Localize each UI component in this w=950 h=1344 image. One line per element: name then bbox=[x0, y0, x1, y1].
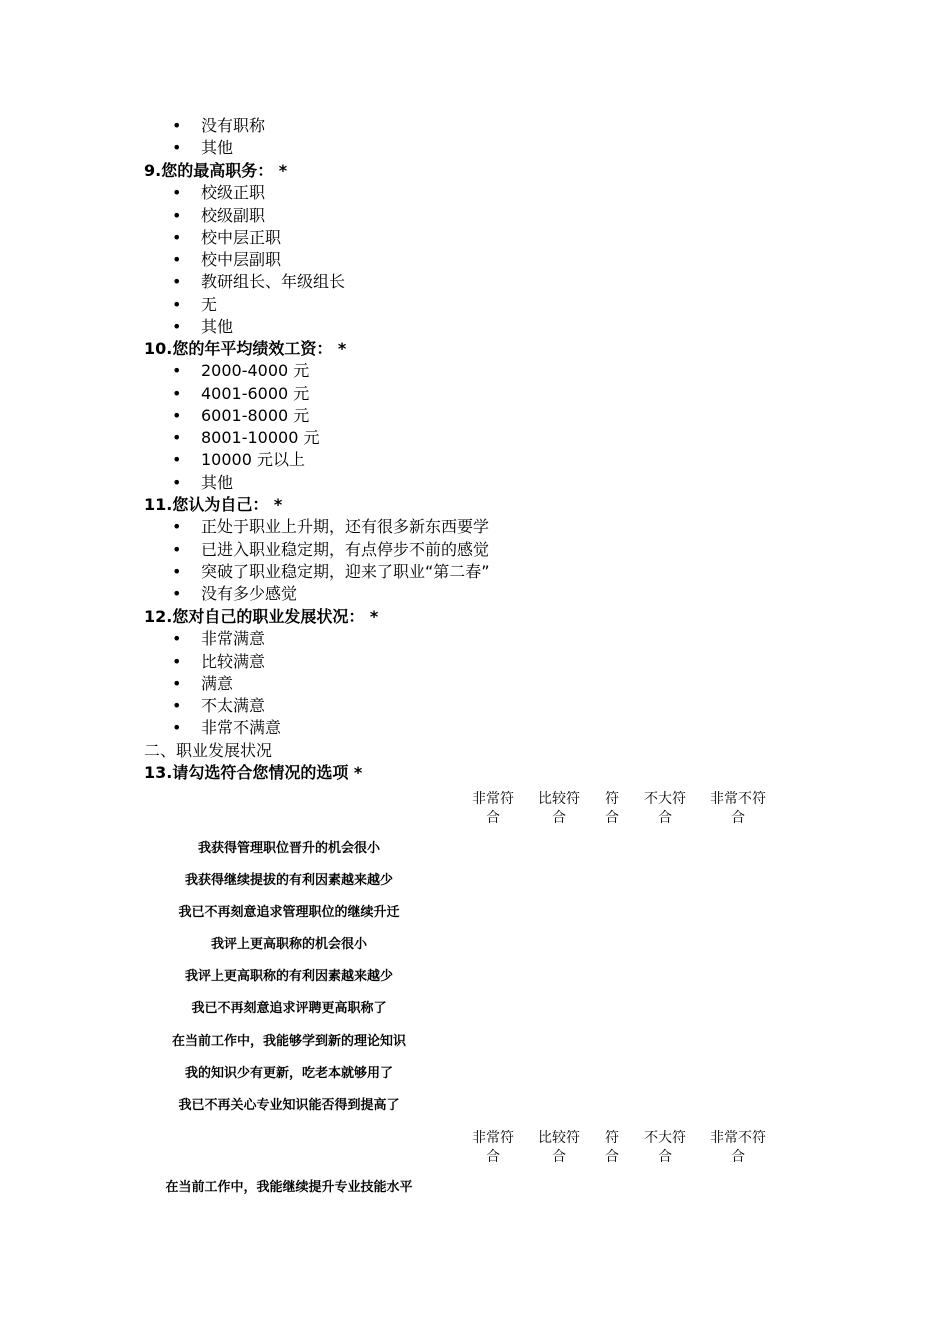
matrix-row: 我获得继续提拔的有利因素越来越少 bbox=[184, 873, 393, 888]
question-12 bbox=[144, 606, 824, 784]
bullet-icon: • bbox=[172, 250, 182, 270]
option-item[interactable]: • 非常满意 bbox=[144, 628, 824, 650]
q9-options bbox=[144, 182, 824, 338]
bullet-icon: • bbox=[172, 428, 182, 448]
option-item[interactable]: • 其他 bbox=[144, 137, 824, 159]
option-item[interactable]: • 没有职称 bbox=[144, 115, 824, 137]
scale-header-not-much-agree: 不大符合 bbox=[644, 1130, 686, 1165]
scale-header-not-much-agree: 不大符合 bbox=[644, 791, 686, 826]
bullet-icon: • bbox=[172, 629, 182, 649]
option-item[interactable]: • 其他 bbox=[144, 316, 824, 338]
option-item[interactable]: • 非常不满意 bbox=[144, 717, 824, 739]
question-title: 10.您的年平均绩效工资： * bbox=[144, 339, 347, 358]
bullet-icon: • bbox=[172, 673, 182, 693]
matrix-row: 我已不再刻意追求管理职位的继续升迁 bbox=[178, 905, 400, 920]
scale-header-agree: 符合 bbox=[605, 1130, 619, 1165]
bullet-icon: • bbox=[172, 361, 182, 381]
matrix-row: 我评上更高职称的有利因素越来越少 bbox=[184, 969, 393, 984]
question-title: 11.您认为自己： * bbox=[144, 495, 283, 514]
question-9 bbox=[144, 160, 824, 338]
option-item[interactable]: • 校中层副职 bbox=[144, 249, 824, 271]
matrix-row: 在当前工作中，我能继续提升专业技能水平 bbox=[165, 1180, 413, 1195]
bullet-icon: • bbox=[172, 539, 182, 559]
option-item[interactable]: • 比较满意 bbox=[144, 651, 824, 673]
section-title: 二、职业发展状况 bbox=[144, 740, 273, 760]
bullet-icon: • bbox=[172, 405, 182, 425]
matrix-header bbox=[0, 790, 950, 830]
option-item[interactable]: • 2000-4000 元 bbox=[144, 360, 824, 382]
matrix-row: 我获得管理职位晋升的机会很小 bbox=[197, 841, 380, 856]
question-10 bbox=[144, 338, 824, 494]
option-item[interactable]: • 教研组长、年级组长 bbox=[144, 271, 824, 293]
scale-header-very-agree: 非常符合 bbox=[472, 791, 514, 826]
question-title: 13.请勾选符合您情况的选项 * bbox=[144, 763, 363, 783]
bullet-icon: • bbox=[172, 696, 182, 716]
option-item[interactable]: • 满意 bbox=[144, 673, 824, 695]
bullet-icon: • bbox=[172, 116, 182, 135]
question-title: 9.您的最高职务： * bbox=[144, 161, 288, 180]
scale-header-agree: 符合 bbox=[605, 791, 619, 826]
bullet-icon: • bbox=[172, 272, 182, 292]
bullet-icon: • bbox=[172, 138, 182, 158]
q8-continued bbox=[144, 115, 824, 160]
option-item[interactable]: • 其他 bbox=[144, 472, 824, 494]
bullet-icon: • bbox=[172, 317, 182, 337]
bullet-icon: • bbox=[172, 450, 182, 470]
matrix-row: 我已不再刻意追求评聘更高职称了 bbox=[191, 1001, 387, 1016]
question-title: 12.您对自己的职业发展状况： * bbox=[144, 607, 379, 626]
bullet-icon: • bbox=[172, 651, 182, 671]
q10-options bbox=[144, 360, 824, 494]
option-item[interactable]: • 校级正职 bbox=[144, 182, 824, 204]
bullet-icon: • bbox=[172, 584, 182, 604]
bullet-icon: • bbox=[172, 517, 182, 537]
question-11 bbox=[144, 494, 824, 605]
option-item[interactable]: • 已进入职业稳定期，有点停步不前的感觉 bbox=[144, 539, 824, 561]
option-item[interactable]: • 10000 元以上 bbox=[144, 449, 824, 471]
scale-header-fairly-agree: 比较符合 bbox=[538, 1130, 580, 1165]
option-item[interactable]: • 8001-10000 元 bbox=[144, 427, 824, 449]
option-item[interactable]: • 4001-6000 元 bbox=[144, 383, 824, 405]
matrix-row: 我的知识少有更新，吃老本就够用了 bbox=[184, 1066, 393, 1081]
option-item[interactable]: • 没有多少感觉 bbox=[144, 583, 824, 605]
bullet-icon: • bbox=[172, 205, 182, 225]
scale-header-very-disagree: 非常不符合 bbox=[710, 1130, 766, 1165]
scale-header-very-agree: 非常符合 bbox=[472, 1130, 514, 1165]
option-item[interactable]: • 6001-8000 元 bbox=[144, 405, 824, 427]
option-item[interactable]: • 校中层正职 bbox=[144, 227, 824, 249]
bullet-icon: • bbox=[172, 183, 182, 203]
bullet-icon: • bbox=[172, 561, 182, 581]
scale-header-very-disagree: 非常不符合 bbox=[710, 791, 766, 826]
q11-options bbox=[144, 516, 824, 605]
option-item[interactable]: • 无 bbox=[144, 294, 824, 316]
scale-header-fairly-agree: 比较符合 bbox=[538, 791, 580, 826]
q12-options bbox=[144, 628, 824, 739]
matrix-row: 在当前工作中，我能够学到新的理论知识 bbox=[171, 1034, 406, 1049]
option-item[interactable]: • 突破了职业稳定期，迎来了职业“第二春” bbox=[144, 561, 824, 583]
matrix-row: 我已不再关心专业知识能否得到提高了 bbox=[178, 1098, 400, 1113]
q8-options bbox=[144, 115, 824, 160]
option-item[interactable]: • 不太满意 bbox=[144, 695, 824, 717]
bullet-icon: • bbox=[172, 718, 182, 738]
bullet-icon: • bbox=[172, 383, 182, 403]
bullet-icon: • bbox=[172, 294, 182, 314]
bullet-icon: • bbox=[172, 227, 182, 247]
matrix-row: 我评上更高职称的机会很小 bbox=[210, 937, 367, 952]
option-item[interactable]: • 正处于职业上升期，还有很多新东西要学 bbox=[144, 516, 824, 538]
matrix-header bbox=[0, 1129, 950, 1169]
bullet-icon: • bbox=[172, 472, 182, 492]
option-item[interactable]: • 校级副职 bbox=[144, 205, 824, 227]
